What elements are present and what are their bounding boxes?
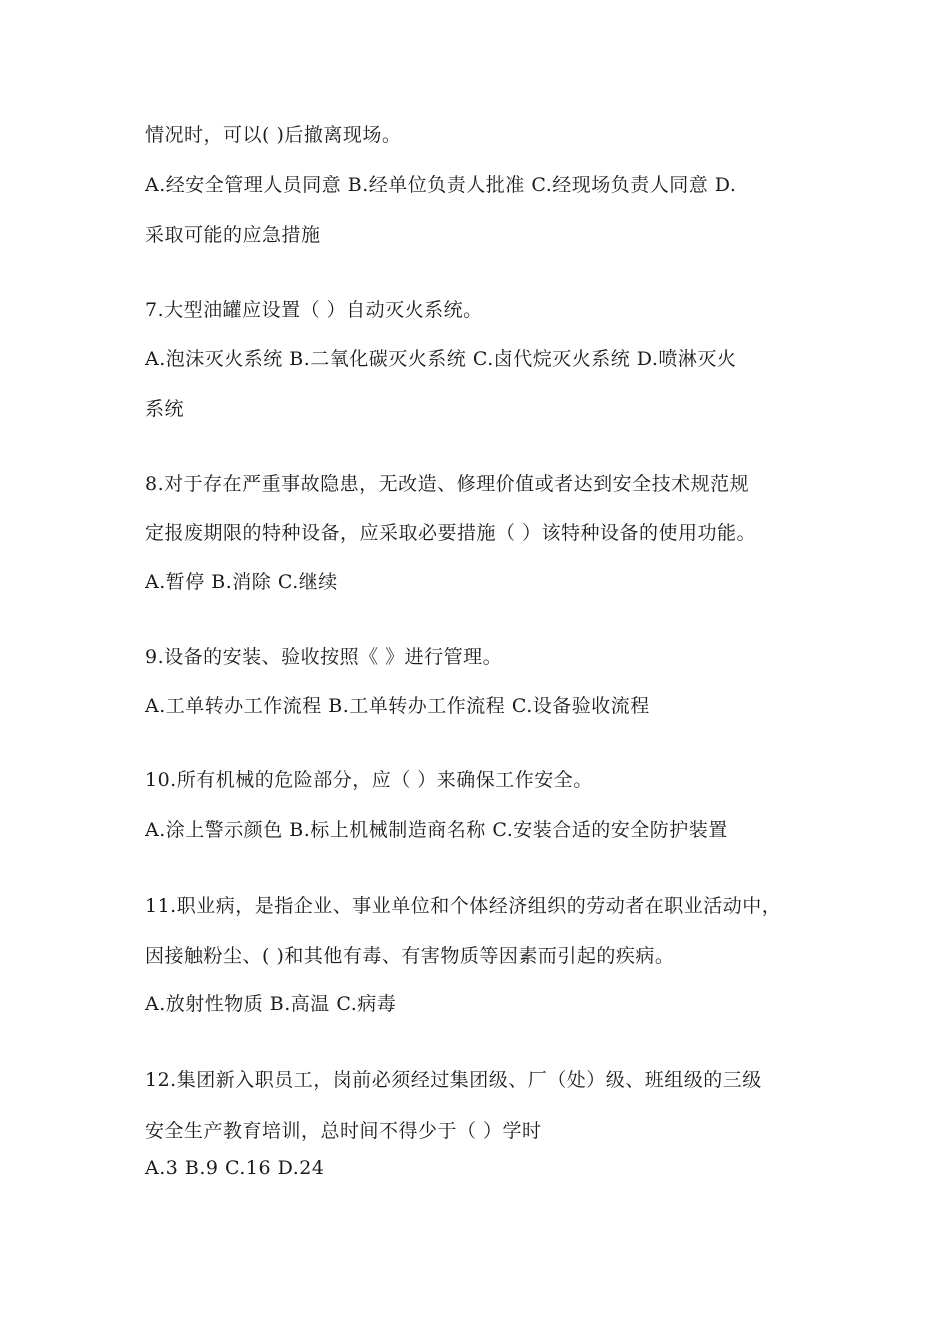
q9-stem: 9.设备的安装、验收按照《 》进行管理。 [145, 646, 503, 668]
q12-stem-line2: 安全生产教育培训，总时间不得少于（ ）学时 [145, 1120, 542, 1142]
q12-stem-line1: 12.集团新入职员工，岗前必须经过集团级、厂（处）级、班组级的三级 [145, 1069, 762, 1091]
q8-stem-line1: 8.对于存在严重事故隐患，无改造、修理价值或者达到安全技术规范规 [145, 473, 750, 495]
q11-options: A.放射性物质 B.高温 C.病毒 [145, 993, 397, 1015]
q11-stem-line1: 11.职业病，是指企业、事业单位和个体经济组织的劳动者在职业活动中， [145, 895, 782, 917]
q11-stem-line2: 因接触粉尘、( )和其他有毒、有害物质等因素而引起的疾病。 [145, 945, 675, 967]
q6-options-line2: 采取可能的应急措施 [145, 224, 321, 246]
q7-options-line1: A.泡沫灭火系统 B.二氧化碳灭火系统 C.卤代烷灭火系统 D.喷淋灭火 [145, 348, 737, 370]
q7-options-line2: 系统 [145, 398, 185, 420]
q9-options: A.工单转办工作流程 B.工单转办工作流程 C.设备验收流程 [145, 695, 650, 717]
q10-options: A.涂上警示颜色 B.标上机械制造商名称 C.安装合适的安全防护装置 [145, 819, 728, 841]
q7-stem: 7.大型油罐应设置（ ）自动灭火系统。 [145, 299, 483, 321]
q10-stem: 10.所有机械的危险部分，应（ ）来确保工作安全。 [145, 769, 593, 791]
q8-options: A.暂停 B.消除 C.继续 [145, 571, 338, 593]
q8-stem-line2: 定报废期限的特种设备，应采取必要措施（ ）该特种设备的使用功能。 [145, 522, 757, 544]
q6-stem-line: 情况时，可以( )后撤离现场。 [145, 124, 402, 146]
q6-options-line1: A.经安全管理人员同意 B.经单位负责人批准 C.经现场负责人同意 D. [145, 174, 737, 196]
q12-options: A.3 B.9 C.16 D.24 [145, 1157, 325, 1179]
